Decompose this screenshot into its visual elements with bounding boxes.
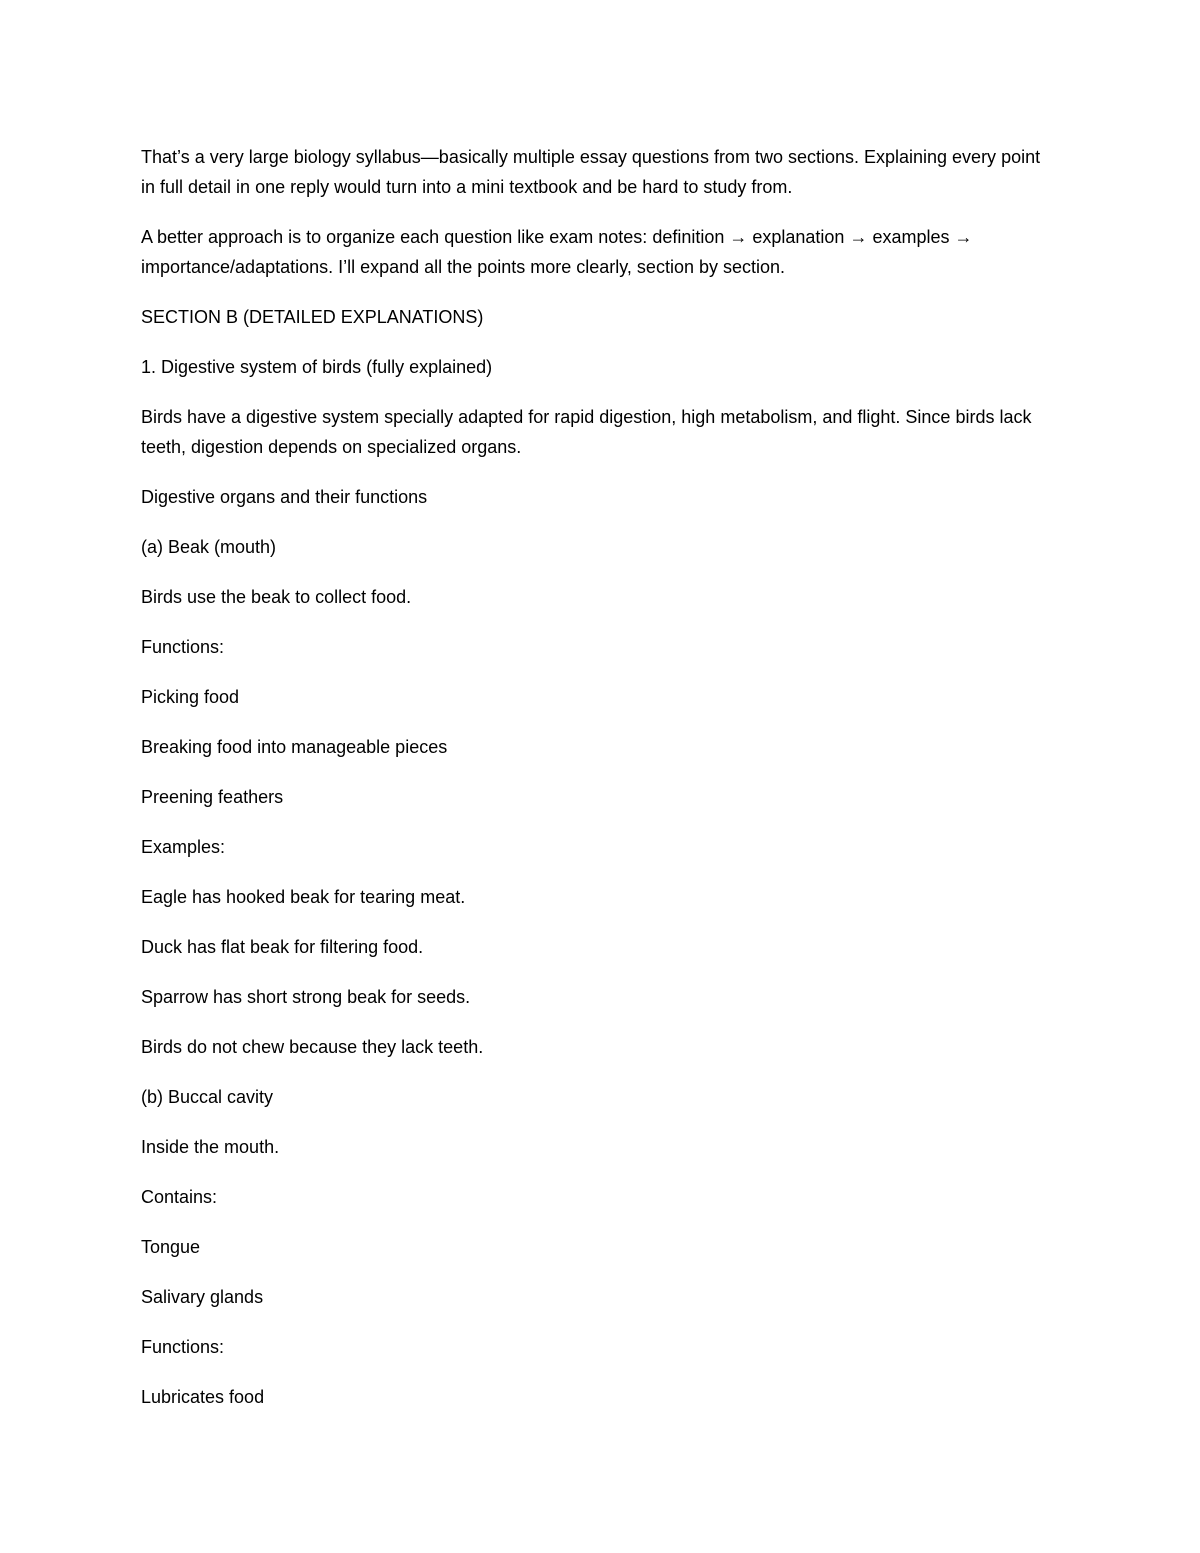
organ-heading: (b) Buccal cavity (141, 1087, 274, 1107)
list-item: Sparrow has short strong beak for seeds. (141, 987, 471, 1007)
approach-paragraph: A better approach is to organize each question like exam notes: definition → explanation → examples → importance/adaptations. I’ll expand all the points more clearly, section by section. (141, 227, 973, 277)
organ-heading: (a) Beak (mouth) (141, 537, 277, 557)
list-item: Duck has flat beak for filtering food. (141, 937, 424, 957)
list-item: Breaking food into manageable pieces (141, 737, 448, 757)
text-line: Birds do not chew because they lack teeth. (141, 1037, 484, 1057)
document-body (141, 142, 1059, 1432)
list-item: Salivary glands (141, 1287, 264, 1307)
label-line: Functions: (141, 637, 225, 657)
list-item: Tongue (141, 1237, 201, 1257)
list-item: Preening feathers (141, 787, 284, 807)
intro-paragraph: That’s a very large biology syllabus—basically multiple essay questions from two sections. Explaining every point in full detail in one reply would turn into a mini textbook and be hard to study from. (141, 147, 1041, 197)
label-line: Contains: (141, 1187, 218, 1207)
label-line: Examples: (141, 837, 226, 857)
text-line: Inside the mouth. (141, 1137, 280, 1157)
subheading: Digestive organs and their functions (141, 487, 428, 507)
list-item: Picking food (141, 687, 240, 707)
label-line: Functions: (141, 1337, 225, 1357)
section-heading: SECTION B (DETAILED EXPLANATIONS) (141, 307, 484, 327)
list-item: Lubricates food (141, 1387, 265, 1407)
question-heading: 1. Digestive system of birds (fully explained) (141, 357, 493, 377)
text-line: Birds use the beak to collect food. (141, 587, 412, 607)
overview-paragraph: Birds have a digestive system specially adapted for rapid digestion, high metabolism, and flight. Since birds lack teeth, digestion depends on specialized organs. (141, 407, 1032, 457)
list-item: Eagle has hooked beak for tearing meat. (141, 887, 466, 907)
